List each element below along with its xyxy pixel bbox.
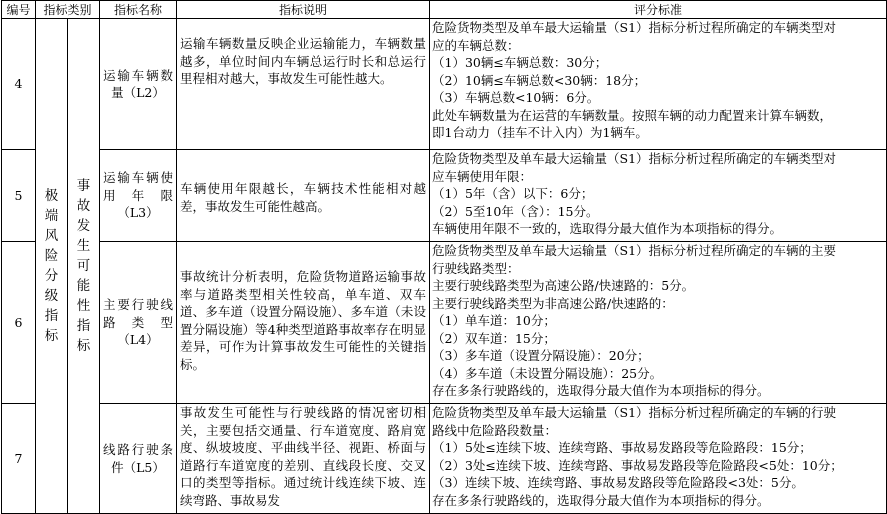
criteria-cell [430, 404, 887, 514]
category-level1-char: 分 [44, 268, 59, 284]
indicator-desc [177, 19, 430, 150]
criteria-line: 危险货物类型及单车最大运输量（S1）指标分析过程所确定的车辆类型对 [432, 151, 837, 166]
indicator-name: 主要行驶线路类型（L4） [100, 242, 177, 404]
row-num: 7 [2, 404, 36, 514]
header-desc: 指标说明 [177, 1, 430, 19]
criteria-line: （1）5年（含）以下：6分； [432, 186, 594, 201]
desc-text: 事故发生可能性与行驶线路的情况密切相关，主要包括交通量、行车道宽度、路肩宽度、纵坡坡度、平曲线半径、视距、桥面与道路行车道宽度的差别、直线段长度、交叉口的类型等指标。通过统计线连续下坡、连续弯路、事故易发 [180, 405, 427, 508]
row-num: 5 [2, 150, 36, 242]
category-level2-char: 标 [76, 338, 91, 354]
criteria-line: 危险货物类型及单车最大运输量（S1）指标分析过程所确定的车辆的行驶 [432, 405, 837, 420]
desc-text: 运输车辆数量反映企业运输能力，车辆数量越多，单位时间内车辆总运行时长和总运行里程相对越大，事故发生可能性越大。 [180, 36, 427, 86]
criteria-line: 存在多条行驶路线的，选取得分最大值作为本项指标的得分。 [432, 383, 770, 398]
criteria-line: 即1台动力（挂车不计入内）为1辆车。 [432, 125, 648, 140]
criteria-line: （2）10辆≤车辆总数<30辆：18分； [432, 72, 647, 88]
criteria-line: 危险货物类型及单车最大运输量（S1）指标分析过程所确定的车辆类型对 [432, 20, 837, 35]
category-level2-char: 事 [76, 178, 91, 194]
criteria-line: （2）5至10年（含）：15分。 [432, 203, 599, 219]
category-level1-char: 风 [44, 228, 59, 244]
category-level2-char: 故 [76, 198, 91, 214]
criteria-line: 行驶线路类型： [432, 260, 520, 276]
criteria-line: 主要行驶线路类型为非高速公路/快速路的： [432, 295, 674, 311]
category-level1-char: 端 [44, 208, 59, 224]
criteria-line: 此处车辆数量为在运营的车辆数量。按照车辆的动力配置来计算车辆数， [432, 107, 833, 123]
criteria-line: （3）连续下坡、连续弯路、事故易发路段等危险路段<3处：5分。 [432, 475, 804, 490]
criteria-line: 危险货物类型及单车最大运输量（S1）指标分析过程所确定的车辆的主要 [432, 243, 837, 258]
category-level1-char: 指 [44, 308, 59, 324]
indicator-name: 线路行驶条件（L5） [100, 404, 177, 514]
category-level2-char: 性 [76, 298, 91, 314]
header-name: 指标名称 [100, 1, 177, 19]
criteria-cell [430, 150, 887, 242]
criteria-line: 主要行驶线路类型为高速公路/快速路的：5分。 [432, 278, 695, 293]
table-row [2, 242, 887, 404]
indicator-name: 运输车辆数量（L2） [100, 19, 177, 150]
category-level1-char: 险 [44, 248, 59, 264]
criteria-line: （3）多车道（设置分隔设施）：20分； [432, 348, 650, 363]
indicator-desc [177, 404, 430, 514]
table-row [2, 404, 887, 514]
row-num: 4 [2, 19, 36, 150]
category-level1-char: 标 [44, 328, 59, 344]
header-num: 编号 [2, 1, 36, 19]
desc-text: 车辆使用年限越长，车辆技术性能相对越差，事故发生可能性越高。 [180, 181, 427, 214]
category-level2-char: 能 [76, 278, 91, 294]
criteria-line: 存在多条行驶路线的，选取得分最大值作为本项指标的得分。 [432, 492, 770, 508]
table-row [2, 150, 887, 242]
criteria-line: 车辆使用年限不一致的，选取得分最大值作为本项指标的得分。 [432, 221, 783, 236]
category-level2 [68, 19, 100, 514]
category-level1 [36, 19, 68, 514]
criteria-line: （2）3处≤连续下坡、连续弯路、事故易发路段等危险路段<5处：10分； [432, 457, 843, 473]
category-level2-char: 发 [76, 218, 91, 234]
criteria-line: （1）5处≤连续下坡、连续弯路、事故易发路段等危险路段：15分； [432, 440, 812, 455]
table-header-row [2, 1, 887, 19]
table-row [2, 19, 887, 150]
indicator-table [1, 0, 887, 514]
criteria-line: （4）多车道（未设置分隔设施）：25分。 [432, 365, 663, 381]
criteria-line: （3）车辆总数<10辆：6分。 [432, 90, 600, 105]
indicator-desc [177, 150, 430, 242]
category-level1-char: 极 [44, 188, 59, 204]
criteria-line: （1）单车道：10分； [432, 313, 556, 328]
category-level1-char: 级 [44, 288, 59, 304]
category-level2-char: 指 [76, 318, 91, 334]
criteria-cell [430, 19, 887, 150]
criteria-line: 路线中危险路段数量： [432, 422, 558, 438]
category-level2-char: 可 [76, 258, 91, 274]
criteria-cell [430, 242, 887, 404]
criteria-line: 应车辆使用年限： [432, 168, 533, 184]
category-level2-char: 生 [76, 238, 91, 254]
row-num: 6 [2, 242, 36, 404]
criteria-line: （1）30辆≤车辆总数：30分； [432, 55, 608, 70]
indicator-desc [177, 242, 430, 404]
header-criteria: 评分标准 [430, 1, 887, 19]
desc-text: 事故统计分析表明，危险货物道路运输事故率与道路类型相关性较高，单车道、双车道、多车道（设置分隔设施）、多车道（未设置分隔设施）等4种类型道路事故率存在明显差异，可作为计算事故发生可能性的关键指标。 [180, 269, 427, 372]
criteria-line: 应的车辆总数： [432, 37, 520, 53]
header-category: 指标类别 [36, 1, 100, 19]
indicator-name: 运输车辆使用年限（L3） [100, 150, 177, 242]
criteria-line: （2）双车道：15分； [432, 330, 556, 346]
